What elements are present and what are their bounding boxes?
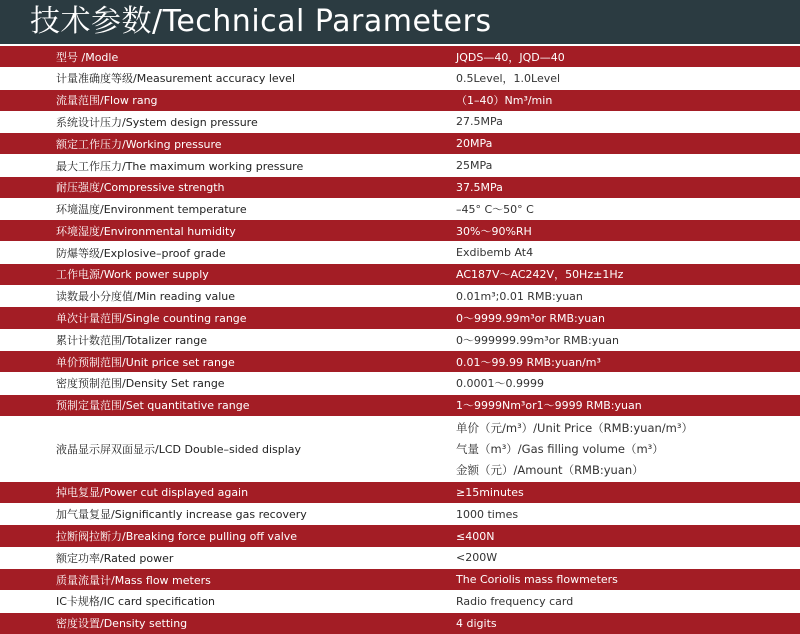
parameter-value: JQDS—40，JQD—40 [456, 50, 565, 64]
table-row [0, 264, 800, 285]
parameter-label: 环境湿度/Environmental humidity [56, 224, 236, 238]
parameter-value: 25MPa [456, 159, 493, 172]
header-bar [0, 0, 800, 44]
parameter-label: 型号 /Modle [56, 50, 119, 64]
parameter-label: 系统设计压力/System design pressure [56, 115, 258, 129]
parameter-value-line: 金额（元）/Amount（RMB:yuan） [456, 462, 644, 477]
table-row [0, 569, 800, 590]
parameter-value: <200W [456, 551, 498, 565]
parameter-value-line: 单价（元/m³）/Unit Price（RMB:yuan/m³） [456, 420, 693, 435]
parameter-value: 20MPa [456, 137, 493, 151]
table-row [0, 307, 800, 328]
table-row [0, 68, 800, 89]
table-row [0, 373, 800, 394]
parameter-value: 1～9999Nm³or1～9999 RMB:yuan [456, 399, 642, 413]
parameter-value [456, 416, 693, 481]
table-row [0, 591, 800, 612]
parameter-value: 0.01～99.99 RMB:yuan/m³ [456, 355, 601, 369]
parameter-value: 0.01m³;0.01 RMB:yuan [456, 289, 583, 303]
table-row [0, 133, 800, 154]
parameter-value: 37.5MPa [456, 180, 503, 194]
parameter-label: IC卡规格/IC card specification [56, 595, 216, 609]
parameter-value: ≥15minutes [456, 485, 524, 499]
parameter-value: 1000 times [456, 507, 519, 521]
parameter-value: 0.5Level，1.0Level [456, 72, 561, 86]
table-row [0, 329, 800, 350]
parameter-label: 单价预制范围/Unit price set range [56, 355, 235, 369]
table-row [0, 90, 800, 111]
parameter-label: 液晶显示屏双面显示/LCD Double–sided display [56, 442, 302, 456]
table-row [0, 286, 800, 307]
table-row [0, 525, 800, 546]
table-row [0, 177, 800, 198]
table-row [0, 547, 800, 568]
table-row [0, 613, 800, 634]
parameter-value-line: 气量（m³）/Gas filling volume（m³） [456, 441, 664, 456]
parameter-label: 密度预制范围/Density Set range [56, 377, 225, 391]
table-row [0, 416, 800, 481]
parameter-label: 计量准确度等级/Measurement accuracy level [56, 72, 296, 86]
parameter-value: （1–40）Nm³/min [456, 94, 553, 108]
parameter-label: 累计计数范围/Totalizer range [56, 333, 207, 347]
parameter-value: ≤400N [456, 529, 495, 543]
table-row [0, 198, 800, 219]
parameter-value: 27.5MPa [456, 115, 503, 129]
parameter-label: 预制定量范围/Set quantitative range [56, 399, 250, 413]
table-row [0, 242, 800, 263]
parameter-value: Radio frequency card [456, 594, 574, 608]
parameter-label: 单次计量范围/Single counting range [56, 311, 247, 325]
parameter-value: AC187V～AC242V，50Hz±1Hz [456, 268, 624, 282]
parameter-label: 防爆等级/Explosive–proof grade [56, 246, 226, 260]
table-row [0, 46, 800, 67]
parameter-label: 加气量复显/Significantly increase gas recovery [56, 508, 307, 522]
table-row [0, 111, 800, 132]
parameter-value: 0.0001～0.9999 [456, 377, 544, 391]
parameter-value: 0～9999.99m³or RMB:yuan [456, 311, 605, 325]
parameter-value: 4 digits [456, 616, 497, 630]
table-row [0, 482, 800, 503]
parameter-label: 额定工作压力/Working pressure [56, 137, 222, 151]
parameter-label: 读数最小分度值/Min reading value [56, 290, 236, 304]
parameter-value: 0～999999.99m³or RMB:yuan [456, 333, 619, 347]
table-row [0, 504, 800, 525]
parameter-label: 拉断阀拉断力/Breaking force pulling off valve [56, 530, 298, 544]
parameter-label: 流量范围/Flow rang [56, 94, 158, 108]
parameter-value: Exdibemb At4 [456, 246, 534, 260]
table-row [0, 155, 800, 176]
page-title: 技术参数/Technical Parameters [30, 4, 492, 39]
parameter-label: 密度设置/Density setting [56, 617, 188, 631]
parameter-label: 环境温度/Environment temperature [56, 203, 247, 217]
table-row [0, 351, 800, 372]
parameter-value: 30%～90%RH [456, 224, 532, 238]
parameter-label: 掉电复显/Power cut displayed again [56, 486, 249, 500]
table-row [0, 395, 800, 416]
parameter-value: The Coriolis mass flowmeters [456, 573, 618, 587]
parameter-label: 工作电源/Work power supply [56, 268, 209, 282]
table-row [0, 220, 800, 241]
parameter-label: 最大工作压力/The maximum working pressure [56, 159, 304, 173]
parameter-label: 质量流量计/Mass flow meters [56, 573, 211, 587]
parameter-label: 额定功率/Rated power [56, 551, 174, 565]
parameter-value: –45° C～50° C [456, 203, 534, 217]
parameters-table [0, 46, 800, 634]
parameter-label: 耐压强度/Compressive strength [56, 181, 225, 195]
